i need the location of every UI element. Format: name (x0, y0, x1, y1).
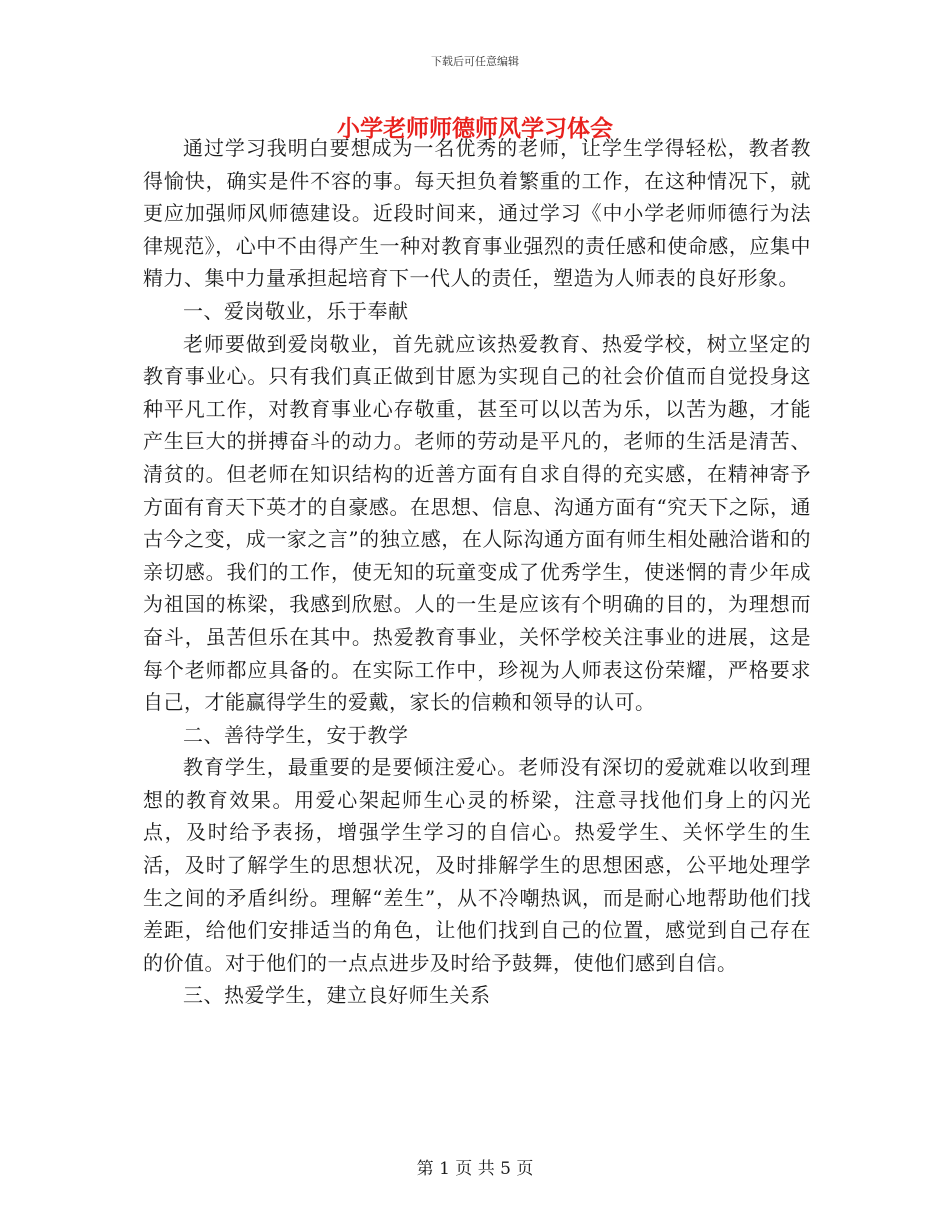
paragraph-section-2: 教育学生，最重要的是要倾注爱心。老师没有深切的爱就难以收到理想的教育效果。用爱心架起师生心灵的桥梁，注意寻找他们身上的闪光点，及时给予表扬，增强学生学习的自信心。热爱学生、关怀学生的生活，及时了解学生的思想状况，及时排解学生的思想困惑，公平地处理学生之间的矛盾纠纷。理解“差生”，从不冷嘲热讽，而是耐心地帮助他们找差距，给他们安排适当的角色，让他们找到自己的位置，感觉到自己存在的价值。对于他们的一点点进步及时给予鼓舞，使他们感到自信。 (143, 755, 811, 975)
section-heading-1: 一、爱岗敬业，乐于奉献 (183, 298, 409, 323)
section-heading-3: 三、热爱学生，建立良好师生关系 (183, 983, 491, 1008)
paragraph-intro: 通过学习我明白要想成为一名优秀的老师，让学生学得轻松，教者教得愉快，确实是件不容的事。每天担负着繁重的工作，在这种情况下，就更应加强师风师德建设。近段时间来，通过学习《中小学老师师德行为法律规范》，心中不由得产生一种对教育事业强烈的责任感和使命感，应集中精力、集中力量承担起培育下一代人的责任，塑造为人师表的良好形象。 (143, 136, 811, 291)
document-body (143, 132, 811, 1012)
paragraph-section-1: 老师要做到爱岗敬业，首先就应该热爱教育、热爱学校，树立坚定的教育事业心。只有我们真正做到甘愿为实现自己的社会价值而自觉投身这种平凡工作，对教育事业心存敬重，甚至可以以苦为乐，以苦为趣，才能产生巨大的拼搏奋斗的动力。老师的劳动是平凡的，老师的生活是清苦、清贫的。但老师在知识结构的近善方面有自求自得的充实感，在精神寄予方面有育天下英才的自豪感。在思想、信息、沟通方面有“究天下之际，通古今之变，成一家之言”的独立感，在人际沟通方面有师生相处融洽谐和的亲切感。我们的工作，使无知的玩童变成了优秀学生，使迷惘的青少年成为祖国的栋梁，我感到欣慰。人的一生是应该有个明确的目的，为理想而奋斗，虽苦但乐在其中。热爱教育事业，关怀学校关注事业的进展，这是每个老师都应具备的。在实际工作中，珍视为人师表这份荣耀，严格要求自己，才能赢得学生的爱戴，家长的信赖和领导的认可。 (143, 331, 811, 715)
section-heading-2: 二、善待学生，安于教学 (183, 722, 409, 747)
document-title: 小学老师师德师风学习体会 (337, 115, 613, 142)
page-number-footer: 第 1 页 共 5 页 (416, 1159, 534, 1179)
header-note: 下载后可任意编辑 (431, 55, 519, 68)
